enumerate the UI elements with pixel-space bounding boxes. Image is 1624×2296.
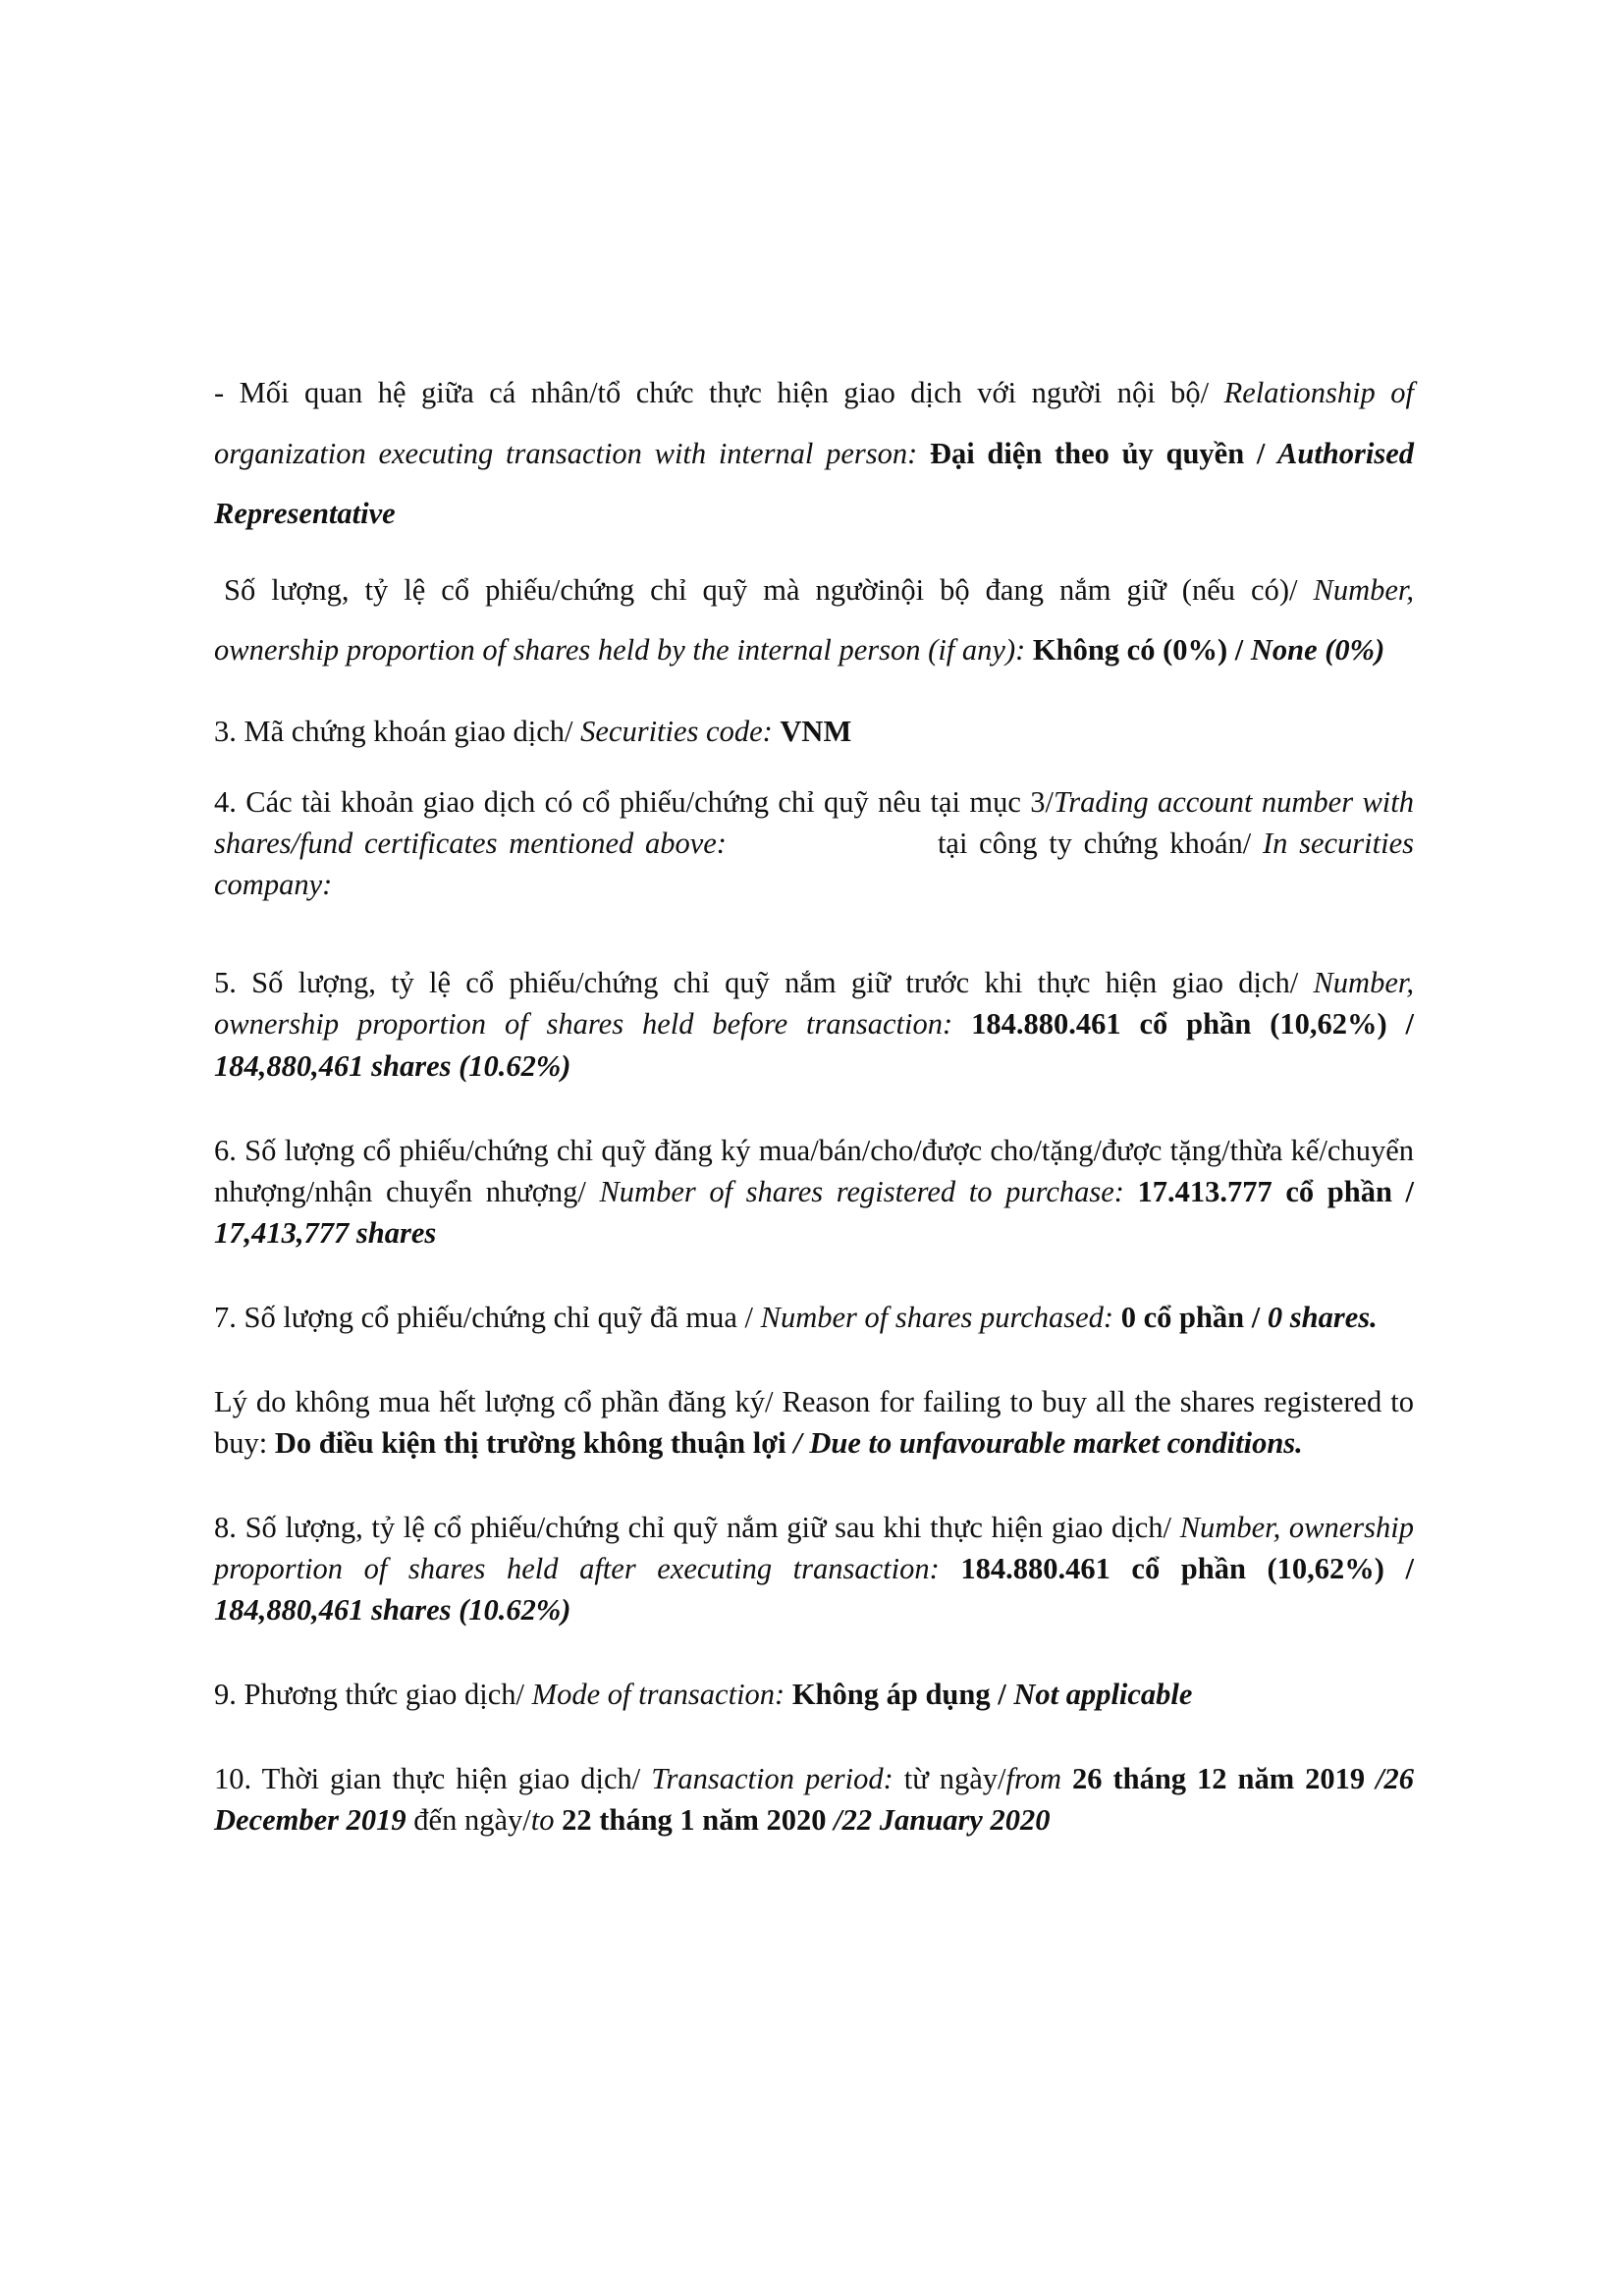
item-10-to-en: to bbox=[530, 1803, 555, 1838]
item-4-vi-label-2: tại công ty chứng khoán/ bbox=[937, 827, 1252, 861]
paragraph-item-7 bbox=[214, 1297, 1414, 1338]
item-4-number: 4. bbox=[214, 785, 237, 820]
item-10-separator-2: / bbox=[834, 1803, 842, 1838]
paragraph-reason bbox=[214, 1381, 1414, 1464]
item-9-en-label: Mode of transaction: bbox=[531, 1678, 785, 1712]
paragraph-item-10 bbox=[214, 1758, 1414, 1841]
reason-value-vi: Do điều kiện thị trường không thuận lợi bbox=[274, 1425, 786, 1460]
item-7-separator: / bbox=[1251, 1300, 1261, 1334]
held-internal-en-label: Number, ownership proportion of shares held by the internal person (if any): bbox=[214, 572, 1415, 667]
item-5-vi-label: Số lượng, tỷ lệ cổ phiếu/chứng chỉ quỹ nắm giữ trước khi thực hiện giao dịch/ bbox=[251, 966, 1299, 1000]
relationship-vi-label: - Mối quan hệ giữa cá nhân/tổ chức thực hiện giao dịch với người nội bộ/ bbox=[214, 376, 1210, 409]
paragraph-item-6 bbox=[214, 1130, 1414, 1254]
item-10-to-vi: đến ngày/ bbox=[413, 1803, 531, 1838]
item-7-value-en: 0 shares. bbox=[1267, 1300, 1378, 1334]
item-10-from-vi: từ ngày/ bbox=[903, 1762, 1006, 1796]
item-7-vi-label: Số lượng cổ phiếu/chứng chỉ quỹ đã mua / bbox=[244, 1300, 753, 1334]
item-9-value-vi: Không áp dụng bbox=[791, 1678, 991, 1712]
paragraph-held-by-internal-person bbox=[214, 561, 1414, 681]
item-6-separator: / bbox=[1405, 1174, 1415, 1208]
item-10-separator-1: / bbox=[1376, 1762, 1384, 1796]
item-3-vi-label: Mã chứng khoán giao dịch/ bbox=[244, 715, 573, 749]
item-8-separator: / bbox=[1405, 1552, 1414, 1586]
item-9-vi-label: Phương thức giao dịch/ bbox=[244, 1678, 525, 1712]
item-10-en-label: Transaction period: bbox=[651, 1762, 893, 1796]
item-4-en-label: Trading account number with shares/fund certificates mentioned above: bbox=[214, 785, 1414, 861]
item-6-value-vi: 17.413.777 cổ phần bbox=[1137, 1174, 1392, 1208]
item-6-en-label: Number of shares registered to purchase: bbox=[599, 1174, 1124, 1208]
item-8-vi-label: Số lượng, tỷ lệ cổ phiếu/chứng chỉ quỹ nắm giữ sau khi thực hiện giao dịch/ bbox=[244, 1511, 1172, 1545]
item-3-number: 3. bbox=[214, 715, 237, 749]
relationship-separator: / bbox=[1256, 436, 1266, 470]
item-5-value-en: 184,880,461 shares (10.62%) bbox=[214, 1048, 571, 1083]
paragraph-relationship bbox=[214, 363, 1414, 545]
item-6-vi-label: Số lượng cổ phiếu/chứng chỉ quỹ đăng ký mua/bán/cho/được cho/tặng/được tặng/thừa kế/chuyển nhượng/nhận chuyển nhượng/ bbox=[214, 1133, 1415, 1208]
item-10-vi-label: Thời gian thực hiện giao dịch/ bbox=[261, 1762, 641, 1796]
relationship-en-label: Relationship of organization executing transaction with internal person: bbox=[214, 376, 1415, 470]
relationship-value-en: Authorised Representative bbox=[214, 436, 1415, 531]
item-10-to-date-vi: 22 tháng 1 năm 2020 bbox=[562, 1803, 827, 1838]
relationship-value-vi: Đại diện theo ủy quyền bbox=[929, 436, 1245, 470]
item-8-en-label: Number, ownership proportion of shares held after executing transaction: bbox=[214, 1511, 1414, 1586]
item-10-from-date-vi: 26 tháng 12 năm 2019 bbox=[1071, 1762, 1366, 1796]
item-7-value-vi: 0 cổ phần bbox=[1120, 1300, 1245, 1334]
item-10-from-en: from bbox=[1005, 1762, 1061, 1796]
paragraph-item-4 bbox=[214, 781, 1414, 905]
paragraph-item-8 bbox=[214, 1507, 1414, 1630]
document-body bbox=[214, 363, 1414, 1842]
paragraph-item-9 bbox=[214, 1674, 1414, 1715]
held-internal-separator: / bbox=[1234, 633, 1244, 667]
held-internal-vi-label: Số lượng, tỷ lệ cổ phiếu/chứng chỉ quỹ mà ngườinội bộ đang nắm giữ (nếu có)/ bbox=[224, 572, 1298, 607]
item-8-value-en: 184,880,461 shares (10.62%) bbox=[214, 1593, 571, 1628]
item-6-value-en: 17,413,777 shares bbox=[214, 1215, 437, 1250]
item-4-vi-label: Các tài khoản giao dịch có cổ phiếu/chứng chỉ quỹ nêu tại mục 3/ bbox=[245, 785, 1054, 820]
item-10-to-date-en: 22 January 2020 bbox=[841, 1803, 1051, 1838]
item-8-value-vi: 184.880.461 cổ phần (10,62%) bbox=[960, 1552, 1384, 1586]
reason-value-en: Due to unfavourable market conditions. bbox=[809, 1425, 1303, 1460]
item-3-value: VNM bbox=[780, 715, 852, 749]
item-5-separator: / bbox=[1405, 1007, 1415, 1041]
item-9-separator: / bbox=[998, 1678, 1006, 1712]
item-8-number: 8. bbox=[214, 1511, 237, 1545]
item-5-en-label: Number, ownership proportion of shares held before transaction: bbox=[214, 966, 1414, 1041]
reason-en-label: Reason for failing to buy all the shares registered to buy: bbox=[214, 1384, 1415, 1460]
item-10-from-date-en: 26 December 2019 bbox=[214, 1762, 1415, 1838]
item-5-value-vi: 184.880.461 cổ phần (10,62%) bbox=[971, 1007, 1387, 1041]
item-7-en-label: Number of shares purchased: bbox=[760, 1300, 1114, 1334]
item-6-number: 6. bbox=[214, 1133, 237, 1167]
held-internal-value-en: None (0%) bbox=[1250, 633, 1385, 667]
reason-vi-label: Lý do không mua hết lượng cổ phần đăng ký/ bbox=[214, 1384, 774, 1418]
item-7-number: 7. bbox=[214, 1300, 237, 1334]
held-internal-value-vi: Không có (0%) bbox=[1032, 633, 1228, 667]
paragraph-item-5 bbox=[214, 962, 1414, 1086]
item-3-en-label: Securities code: bbox=[580, 715, 773, 749]
item-4-en-label-2: In securities company: bbox=[214, 827, 1414, 902]
item-9-value-en: Not applicable bbox=[1013, 1678, 1193, 1712]
item-10-number: 10. bbox=[214, 1762, 252, 1796]
item-9-number: 9. bbox=[214, 1678, 237, 1712]
paragraph-item-3 bbox=[214, 711, 1414, 752]
item-5-number: 5. bbox=[214, 966, 237, 1000]
reason-separator: / bbox=[793, 1425, 802, 1460]
